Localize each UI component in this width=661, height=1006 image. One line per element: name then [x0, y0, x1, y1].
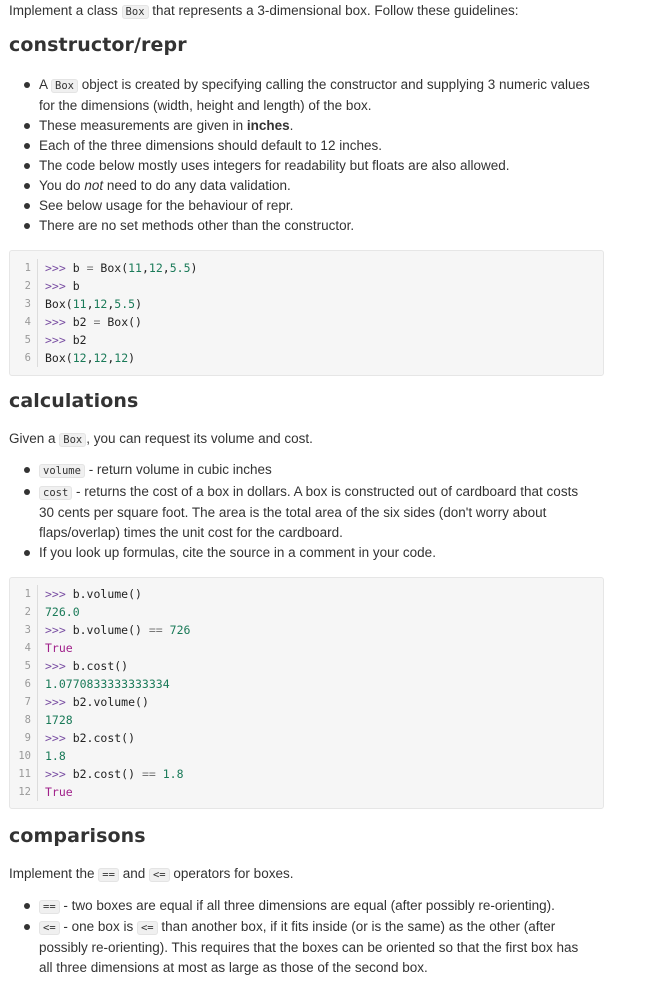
- code-text: [38, 675, 170, 693]
- comparisons-bullet-list: [9, 896, 659, 978]
- line-number: 2: [10, 277, 38, 295]
- code-line: [10, 349, 603, 367]
- code-content: b: [72, 279, 80, 293]
- prompt-marker: >>>: [45, 695, 73, 709]
- list-item: == - two boxes are equal if all three dimensions are equal (after possibly re-orienting).: [39, 896, 659, 917]
- inline-code: cost: [39, 486, 72, 500]
- code-text: [38, 729, 135, 747]
- line-number: 1: [10, 585, 38, 603]
- code-content: b.volume() == 726: [72, 623, 191, 637]
- prompt-marker: >>>: [45, 731, 73, 745]
- section-heading-calculations: calculations: [9, 390, 139, 412]
- line-number: 10: [10, 747, 38, 765]
- list-item: A Box object is created by specifying calling the constructor and supplying 3 numeric values: [39, 75, 659, 96]
- code-text: [38, 639, 73, 657]
- constructor-bullet-list: [9, 75, 659, 236]
- code-text: [38, 711, 73, 729]
- code-content: b.volume(): [72, 587, 142, 601]
- list-item: The code below mostly uses integers for readability but floats are also allowed.: [39, 156, 659, 176]
- inline-code: volume: [39, 464, 85, 478]
- code-line: [10, 675, 603, 693]
- code-content: b2.cost() == 1.8: [72, 767, 184, 781]
- inline-code: Box: [59, 433, 86, 447]
- calculations-bullet-list: [9, 460, 659, 563]
- section-heading-constructor: constructor/repr: [9, 34, 187, 56]
- code-text: [38, 259, 197, 277]
- code-text: [38, 277, 80, 295]
- code-content: 726.0: [45, 605, 80, 619]
- code-line: [10, 657, 603, 675]
- code-content: True: [45, 785, 73, 799]
- line-number: 5: [10, 657, 38, 675]
- inline-code: Box: [51, 79, 78, 93]
- prompt-marker: >>>: [45, 279, 73, 293]
- line-number: 6: [10, 349, 38, 367]
- calculations-intro: Given a Box , you can request its volume and cost.: [9, 431, 313, 446]
- code-text: [38, 585, 142, 603]
- code-block-constructor: [9, 250, 604, 376]
- prompt-marker: >>>: [45, 315, 73, 329]
- list-item-continuation: 30 cents per square foot. The area is the total area of the six sides (don't worry about: [39, 505, 547, 520]
- line-number: 6: [10, 675, 38, 693]
- code-line: [10, 747, 603, 765]
- code-line: [10, 277, 603, 295]
- list-item-continuation: for the dimensions (width, height and length) of the box.: [39, 98, 372, 113]
- line-number: 11: [10, 765, 38, 783]
- list-item: cost - returns the cost of a box in dollars. A box is constructed out of cardboard that costs: [39, 482, 659, 503]
- code-line: [10, 621, 603, 639]
- code-content: b.cost(): [72, 659, 129, 673]
- line-number: 4: [10, 313, 38, 331]
- list-item: Each of the three dimensions should default to 12 inches.: [39, 136, 659, 156]
- code-text: [38, 621, 190, 639]
- inline-code: ==: [39, 900, 60, 914]
- code-content: 1728: [45, 713, 73, 727]
- line-number: 4: [10, 639, 38, 657]
- code-line: [10, 259, 603, 277]
- code-content: b = Box(11,12,5.5): [72, 261, 198, 275]
- code-text: [38, 747, 66, 765]
- code-content: b2.cost(): [72, 731, 136, 745]
- code-text: [38, 765, 184, 783]
- code-line: [10, 313, 603, 331]
- list-item: <= - one box is <= than another box, if it fits inside (or is the same) as the other (after: [39, 917, 659, 938]
- code-text: [38, 693, 149, 711]
- code-line: [10, 639, 603, 657]
- line-number: 1: [10, 259, 38, 277]
- line-number: 9: [10, 729, 38, 747]
- list-item: volume - return volume in cubic inches: [39, 460, 659, 481]
- line-number: 3: [10, 295, 38, 313]
- code-text: [38, 295, 142, 313]
- code-line: [10, 783, 603, 801]
- code-line: [10, 603, 603, 621]
- prompt-marker: >>>: [45, 587, 73, 601]
- code-line: [10, 711, 603, 729]
- code-content: Box(12,12,12): [45, 351, 136, 365]
- line-number: 2: [10, 603, 38, 621]
- code-line: [10, 331, 603, 349]
- code-text: [38, 603, 80, 621]
- code-line: [10, 765, 603, 783]
- intro-text: Implement a class Box that represents a 3-dimensional box. Follow these guidelines:: [9, 3, 519, 18]
- inline-code: Box: [122, 5, 149, 19]
- code-text: [38, 331, 87, 349]
- code-content: b2: [72, 333, 87, 347]
- inline-code: <=: [39, 921, 60, 935]
- line-number: 7: [10, 693, 38, 711]
- comparisons-intro: Implement the == and <= operators for boxes.: [9, 866, 294, 881]
- list-item: There are no set methods other than the constructor.: [39, 216, 659, 236]
- list-item: If you look up formulas, cite the source in a comment in your code.: [39, 543, 659, 563]
- code-line: [10, 729, 603, 747]
- inline-code: ==: [98, 868, 119, 882]
- code-line: [10, 585, 603, 603]
- list-item-continuation: possibly re-orienting). This requires that the boxes can be oriented so that the first box has: [39, 940, 579, 955]
- code-text: [38, 349, 135, 367]
- code-content: b2 = Box(): [72, 315, 142, 329]
- code-content: Box(11,12,5.5): [45, 297, 143, 311]
- prompt-marker: >>>: [45, 767, 73, 781]
- list-item: See below usage for the behaviour of repr.: [39, 196, 659, 216]
- code-content: True: [45, 641, 73, 655]
- prompt-marker: >>>: [45, 659, 73, 673]
- code-content: 1.8: [45, 749, 66, 763]
- code-text: [38, 313, 142, 331]
- code-text: [38, 783, 73, 801]
- line-number: 3: [10, 621, 38, 639]
- code-text: [38, 657, 128, 675]
- list-item-continuation: all three dimensions at most as large as those of the second box.: [39, 960, 428, 975]
- code-line: [10, 693, 603, 711]
- inline-code: <=: [137, 921, 158, 935]
- line-number: 8: [10, 711, 38, 729]
- list-item: These measurements are given in inches.: [39, 116, 659, 136]
- code-content: b2.volume(): [72, 695, 149, 709]
- line-number: 5: [10, 331, 38, 349]
- list-item-continuation: flaps/overlap) times the unit cost for the cardboard.: [39, 525, 343, 540]
- code-block-calculations: [9, 577, 604, 809]
- prompt-marker: >>>: [45, 261, 73, 275]
- inline-code: <=: [149, 868, 170, 882]
- list-item: You do not need to do any data validation.: [39, 176, 659, 196]
- prompt-marker: >>>: [45, 623, 73, 637]
- code-content: 1.0770833333333334: [45, 677, 170, 691]
- prompt-marker: >>>: [45, 333, 73, 347]
- section-heading-comparisons: comparisons: [9, 825, 146, 847]
- line-number: 12: [10, 783, 38, 801]
- code-line: [10, 295, 603, 313]
